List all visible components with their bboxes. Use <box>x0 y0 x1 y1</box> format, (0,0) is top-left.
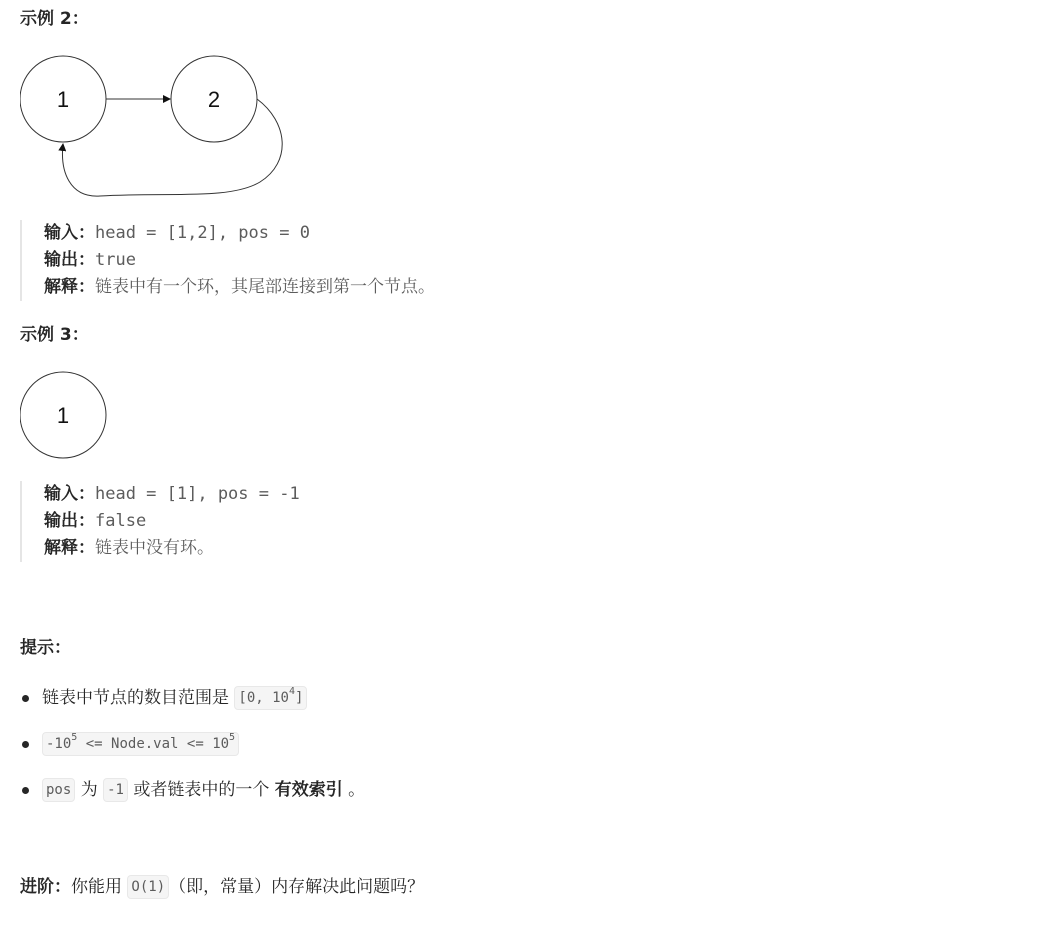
example-3-heading: 示例 3： <box>20 325 89 345</box>
hint-3-bold: 有效索引 <box>274 780 343 800</box>
hint-1-code: [0, $10^4$] <box>234 686 307 710</box>
example-3-input <box>44 481 300 508</box>
output-value: false <box>95 511 147 531</box>
hints-list <box>20 686 365 824</box>
bullet-icon <box>22 695 29 702</box>
explain-value: 链表中没有环。 <box>95 538 214 558</box>
list-item <box>20 686 365 710</box>
explain-label: 解释： <box>44 277 95 297</box>
node-1-label: 1 <box>56 87 70 112</box>
example-2-input <box>44 220 435 247</box>
example-2-output <box>44 247 435 274</box>
input-value: head = [1,2], pos = 0 <box>95 223 310 243</box>
bullet-icon <box>22 741 29 748</box>
followup-code: O(1) <box>127 875 169 899</box>
followup-text-b: （即，常量）内存解决此问题吗？ <box>169 877 425 897</box>
explain-value: 链表中有一个环，其尾部连接到第一个节点。 <box>95 277 435 297</box>
hint-3-code-neg: -1 <box>103 778 128 802</box>
input-label: 输入： <box>44 484 95 504</box>
node-1-label: 1 <box>56 403 70 428</box>
hints-heading: 提示： <box>20 638 71 658</box>
explain-label: 解释： <box>44 538 95 558</box>
hint-2-code: $-10^5$ <= Node.val <= $10^5$ <box>42 732 239 756</box>
hint-1-text: 链表中节点的数目范围是 <box>42 688 235 708</box>
example-3-explanation <box>44 535 300 562</box>
output-label: 输出： <box>44 250 95 270</box>
example-3-output <box>44 508 300 535</box>
example-2-diagram <box>20 52 300 202</box>
bullet-icon <box>22 787 29 794</box>
followup <box>20 875 424 899</box>
output-value: true <box>95 250 136 270</box>
example-3-diagram <box>20 370 120 466</box>
node-2-label: 2 <box>207 87 221 112</box>
hint-3-text-b: 或者链表中的一个 <box>127 780 275 800</box>
hint-3-code-pos: pos <box>42 778 75 802</box>
output-label: 输出： <box>44 511 95 531</box>
hint-3-text-c: 。 <box>342 780 366 800</box>
followup-label: 进阶： <box>20 877 71 897</box>
hint-3-text-a: 为 <box>75 780 104 800</box>
followup-text-a: 你能用 <box>71 877 128 897</box>
example-2-heading: 示例 2： <box>20 9 89 29</box>
example-3-block <box>20 481 300 562</box>
example-2-explanation <box>44 274 435 301</box>
list-item <box>20 732 365 756</box>
input-label: 输入： <box>44 223 95 243</box>
list-item <box>20 778 365 802</box>
example-2-block <box>20 220 435 301</box>
input-value: head = [1], pos = -1 <box>95 484 300 504</box>
